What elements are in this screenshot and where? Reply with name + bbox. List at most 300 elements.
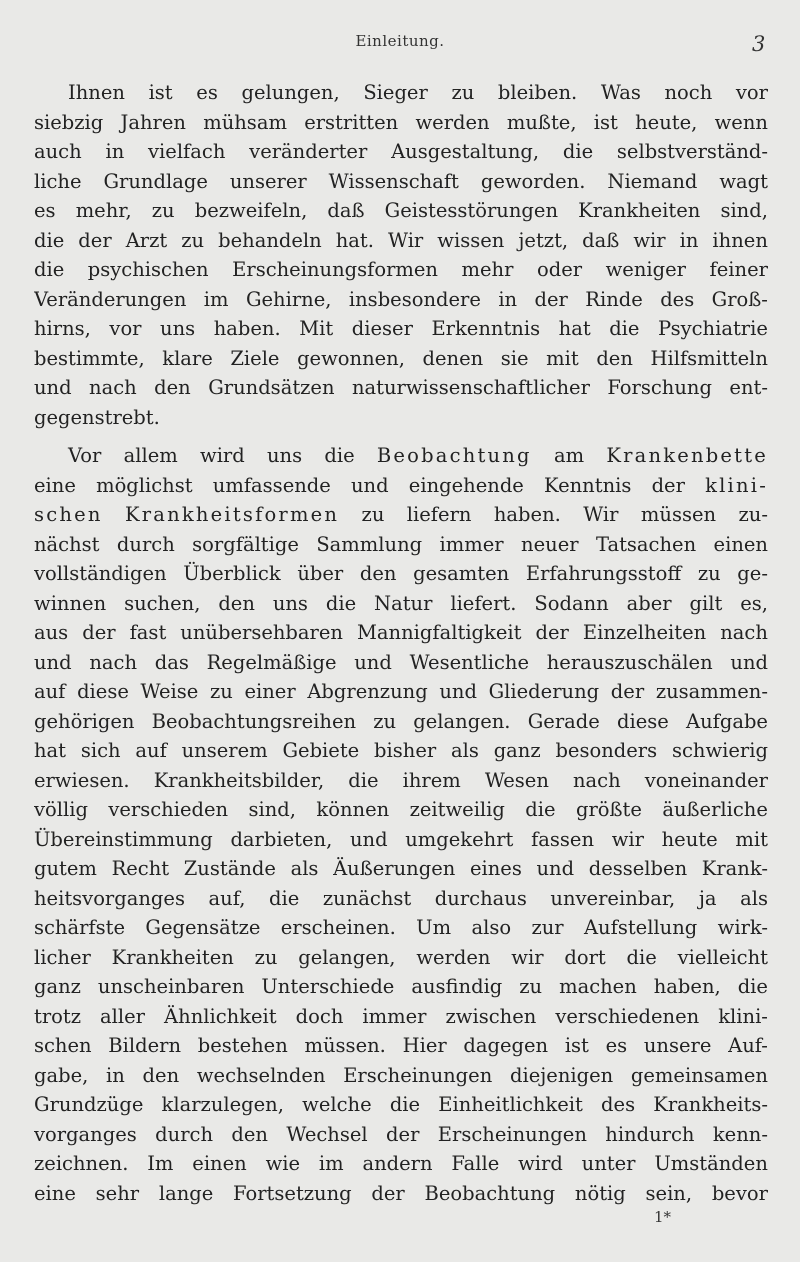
word: lange [158,1181,214,1205]
word: es [605,1034,628,1057]
word: Übereinstimmung [34,827,213,851]
word: vorganges [34,1122,137,1146]
word: der [534,287,568,311]
word: Gliederung [488,680,600,703]
word: einen [713,532,768,556]
word: das [154,650,189,674]
word: der [371,1181,405,1205]
word: eine [34,473,76,497]
word: also [471,916,512,939]
text-line [34,1090,768,1120]
word: liefern [406,503,472,526]
word: wenn [714,110,768,134]
word: wirk- [717,916,768,939]
word: die [34,228,65,252]
word: hat [558,317,591,340]
word: erstritten [304,110,399,134]
text-line [34,1031,768,1061]
word: uns [266,444,303,467]
word: auf [34,680,66,703]
word: die [389,1093,421,1116]
word: nach [720,621,768,644]
word: selbstverständ- [616,140,768,163]
word: Psychiatrie [658,317,768,340]
word: immer [439,532,504,556]
word: fassen [531,827,595,851]
word: welche [302,1093,372,1116]
word: sie [500,346,529,370]
word: mußte, [506,110,577,134]
word: daß [327,199,365,222]
text-line [34,78,768,108]
word: Niemand [607,169,698,193]
word: eine [34,1181,76,1205]
word: ganz [493,739,541,762]
word: die [737,975,768,998]
text-line [34,471,768,501]
word: oder [536,258,583,281]
word: gemeinsamen [630,1063,768,1087]
word: jetzt, [518,228,569,252]
word: aber [626,591,672,615]
word: neuer [521,532,579,556]
text-line [34,1002,768,1032]
word: zu [254,945,278,969]
word: hindurch [605,1122,695,1146]
word: ja [698,886,717,910]
word: in [106,1063,125,1087]
word: herauszuschälen [546,650,713,674]
word: schen [34,1034,92,1057]
word: ihnen [712,228,768,252]
word: besonders [555,739,658,762]
text-line [34,559,768,589]
word: feiner [709,258,768,281]
word: veränderter [249,140,368,163]
word: machen [559,975,637,998]
word: Grundlage [103,169,208,193]
text-line [34,1061,768,1091]
word: einer [244,680,296,703]
text-line [34,972,768,1002]
word: Hier [402,1034,447,1057]
word: fast [129,621,167,644]
word: Krank- [701,857,768,880]
word: sehr [95,1181,140,1205]
word: heitsvorganges [34,886,185,910]
word: zur [531,916,564,939]
word: den [359,562,397,585]
running-head: Einleitung. [355,32,445,50]
word: aller [100,1004,146,1028]
word: wir [611,827,644,851]
text-line [34,403,768,433]
word: Abgrenzung [307,680,428,703]
word: Wechsel [286,1122,368,1146]
word: geworden. [480,169,586,193]
text-line [34,344,768,374]
word: Um [416,916,452,939]
word: im [318,1152,344,1175]
word: gelangen. [413,709,511,733]
word: winnen [34,591,107,615]
word: Kenntnis [544,473,632,497]
word: in [498,287,518,311]
word: heute, [635,110,698,134]
word: heute [661,827,718,851]
word: denen [422,346,484,370]
word: des [660,287,695,311]
word: eines [469,857,522,880]
word: es [34,199,56,222]
word: wechselnden [196,1063,326,1087]
text-line [34,167,768,197]
word: der [610,680,645,703]
word: und [439,680,477,703]
word: uns [160,317,196,340]
word: verschiedenen [555,1004,700,1028]
word: Gebiete [282,739,360,762]
word: Bildern [108,1034,182,1057]
word: die [348,768,379,792]
word: und [34,650,72,674]
word: vielfach [148,140,226,163]
text-line [34,707,768,737]
word: haben. [493,503,561,526]
body-text [34,78,768,1208]
word: sein, [645,1181,693,1205]
word: müssen [640,503,717,526]
word: und [34,376,72,399]
word: in [679,228,699,252]
word: allem [123,444,178,467]
word: doch [295,1004,344,1028]
word: dagegen [463,1034,549,1057]
word: der [78,228,112,252]
word: zu [373,709,397,733]
text-line [34,441,768,471]
word: der [386,1122,420,1146]
word: hat [34,739,67,762]
word: und [730,650,768,674]
word: Zustände [183,857,276,880]
word: ausfindig [411,975,503,998]
word: Erscheinungen [437,1122,587,1146]
text-line [34,314,768,344]
word: trotz [34,1004,82,1028]
word: ist [564,1034,589,1057]
word: werden [416,945,491,969]
word: die [324,444,355,467]
word: unübersehbaren [180,621,343,644]
word: Sammlung [316,532,423,556]
word: Krankheits- [653,1093,768,1116]
word: Überblick [183,562,281,585]
word: behandeln [218,228,322,252]
word: Gegensätze [145,916,261,939]
word: bleiben. [497,81,578,104]
word: ent- [729,376,768,399]
word: der [651,473,685,497]
text-line [34,373,768,403]
word: schwierig [671,739,768,762]
word: mühsam [203,110,287,134]
text-line [34,1179,768,1209]
word: Erscheinungen [343,1063,493,1087]
word: Jahren [120,110,186,134]
word: bevor [711,1181,768,1205]
word: noch [664,81,713,104]
word: der [535,621,569,644]
word: eingehende [408,473,524,497]
word: siebzig [34,110,104,134]
word: ganz [34,975,81,998]
word: mehr [461,258,514,281]
word: im [203,287,229,311]
word: Einzelheiten [582,621,707,644]
word: Was [600,81,641,104]
word: die [609,317,640,340]
word: Forschung [607,376,712,399]
text-line [34,226,768,256]
word: unserer [229,169,307,193]
word: Veränderungen [34,287,187,311]
word: Einheitlichkeit [438,1093,583,1116]
word: hirns, [34,317,91,340]
word: Regelmäßige [206,650,337,674]
word: vor [735,81,768,104]
word: den [231,1122,268,1146]
word: gilt [689,591,723,615]
word: zeitweilig [409,798,505,821]
word: unvereinbar, [550,886,676,910]
word: zu [181,228,205,252]
word: vielleicht [677,945,768,969]
word: Weise [140,680,199,703]
word: gutem [34,857,97,880]
word: dort [564,945,606,969]
word: bestimmte, [34,346,145,370]
text-line [34,618,768,648]
word: können [316,798,390,821]
word: müssen. [304,1034,386,1057]
word: es [196,81,218,104]
word: Rinde [585,287,643,311]
word: Gerade [527,709,600,733]
word: Sodann [534,591,609,615]
word: in [105,140,125,163]
word: durch [116,532,175,556]
word: Aufgabe [685,709,768,733]
word: Beobachtung [424,1181,556,1205]
word: Sieger [363,81,428,104]
word: andern [362,1152,433,1175]
word: aus [34,621,69,644]
word: Geistesstörungen [384,199,559,222]
word: umgekehrt [405,827,514,851]
word: Auf- [728,1034,768,1057]
word: Arzt [125,228,168,252]
word: nach [573,768,621,792]
word: einen [192,1152,247,1175]
word: Ziele [230,346,280,370]
text-line [34,825,768,855]
word: zusammen- [655,680,768,703]
word: bestehen [197,1034,288,1057]
signature-mark: 1* [654,1208,672,1226]
word: ist [148,81,173,104]
word: die [562,140,594,163]
text-line [34,648,768,678]
word: vor [109,317,142,340]
word: die [269,886,300,910]
word: völlig [34,798,88,821]
word: Mit [299,317,334,340]
word: darbieten, [230,827,333,851]
word: es, [740,591,768,615]
word: Grundsätzen [208,376,335,399]
text-line [34,913,768,943]
word: bisher [374,739,437,762]
word: zu [361,503,385,526]
word: liche [34,169,82,193]
text-line [34,677,768,707]
word: die [34,258,65,281]
word: ihrem [402,768,461,792]
word: auch [34,140,82,163]
word: und [354,650,392,674]
word: der [82,621,116,644]
word: dieser [351,317,413,340]
text-line [34,285,768,315]
text-line [34,1149,768,1179]
word: zu [519,975,543,998]
word: Erkenntnis [431,317,541,340]
word: unserem [181,739,268,762]
word: Grundzüge [34,1093,144,1116]
word: insbesondere [348,287,481,311]
word: Im [147,1152,174,1175]
word: zu [209,680,233,703]
text-line [34,1120,768,1150]
page-number: 3 [752,32,766,56]
word: klini- [718,1004,768,1028]
text-line [34,108,768,138]
word: diejenigen [509,1063,614,1087]
word: haben, [653,975,721,998]
word: unter [581,1152,636,1175]
word: bezweifeln, [194,199,308,222]
word: unscheinbaren [97,975,245,998]
word: mehr, [75,199,132,222]
word: wir [633,228,666,252]
word: die [325,591,357,615]
word: wagt [719,169,768,193]
word: des [601,1093,636,1116]
word: Falle [451,1152,500,1175]
word: zeichnen. [34,1152,129,1175]
word: liefert. [450,591,517,615]
word: mit [546,346,579,370]
word: hat. [335,228,374,252]
word: Ihnen [68,81,125,104]
word: verschieden [108,798,229,821]
word: wissen [437,228,505,252]
text-line [34,766,768,796]
word: als [290,857,319,880]
word: äußerliche [662,798,768,821]
word: mit [735,827,768,851]
word: gabe, [34,1063,89,1087]
word: Groß- [711,287,768,311]
word: Krankheiten [111,945,234,969]
word: zu [151,199,175,222]
word: Ähnlichkeit [164,1004,277,1028]
word: gesamten [413,562,510,585]
text-line [34,854,768,884]
word: licher [34,945,91,969]
text-line [34,884,768,914]
text-line [34,589,768,619]
word: Natur [374,591,433,615]
word: Gehirne, [245,287,332,311]
word: voneinander [644,768,768,792]
word: zu [697,562,721,585]
word: zu [451,81,475,104]
text-line [34,500,768,530]
word: nach [89,650,138,674]
word: zwischen [445,1004,537,1028]
word: daß [582,228,620,252]
word: als [451,739,479,762]
word: Krankheitsbilder, [153,768,325,792]
word: Unterschiede [261,975,395,998]
word: gelungen, [241,81,340,104]
word: gegenstrebt. [34,405,160,429]
word: klare [162,346,213,370]
word: Krankheiten [578,199,701,222]
word: diese [77,680,129,703]
word: durchaus [434,886,527,910]
word: über [297,562,344,585]
word: gehörigen [34,709,135,733]
word: gelangen, [298,945,396,969]
word: zunächst [322,886,412,910]
word: Beobachtung [376,444,532,467]
word: diese [616,709,669,733]
word: und [536,857,575,880]
word: erscheinen. [280,916,396,939]
word: Erfahrungsstoff [525,562,682,585]
word: zu- [738,503,768,526]
word: Wissenschaft [328,169,459,193]
word: nach [89,376,137,399]
word: sind, [720,199,768,222]
word: Tatsachen [595,532,697,556]
word: Äußerungen [333,857,456,880]
word: werden [415,110,490,134]
word: die [626,945,657,969]
word: ist [593,110,618,134]
word: den [154,376,191,399]
word: wie [265,1152,301,1175]
word: den [596,346,633,370]
word: Ausgestaltung, [391,140,540,163]
word: Erscheinungsformen [232,258,438,281]
text-line [34,255,768,285]
word: wird [518,1152,563,1175]
word: auf [135,739,167,762]
